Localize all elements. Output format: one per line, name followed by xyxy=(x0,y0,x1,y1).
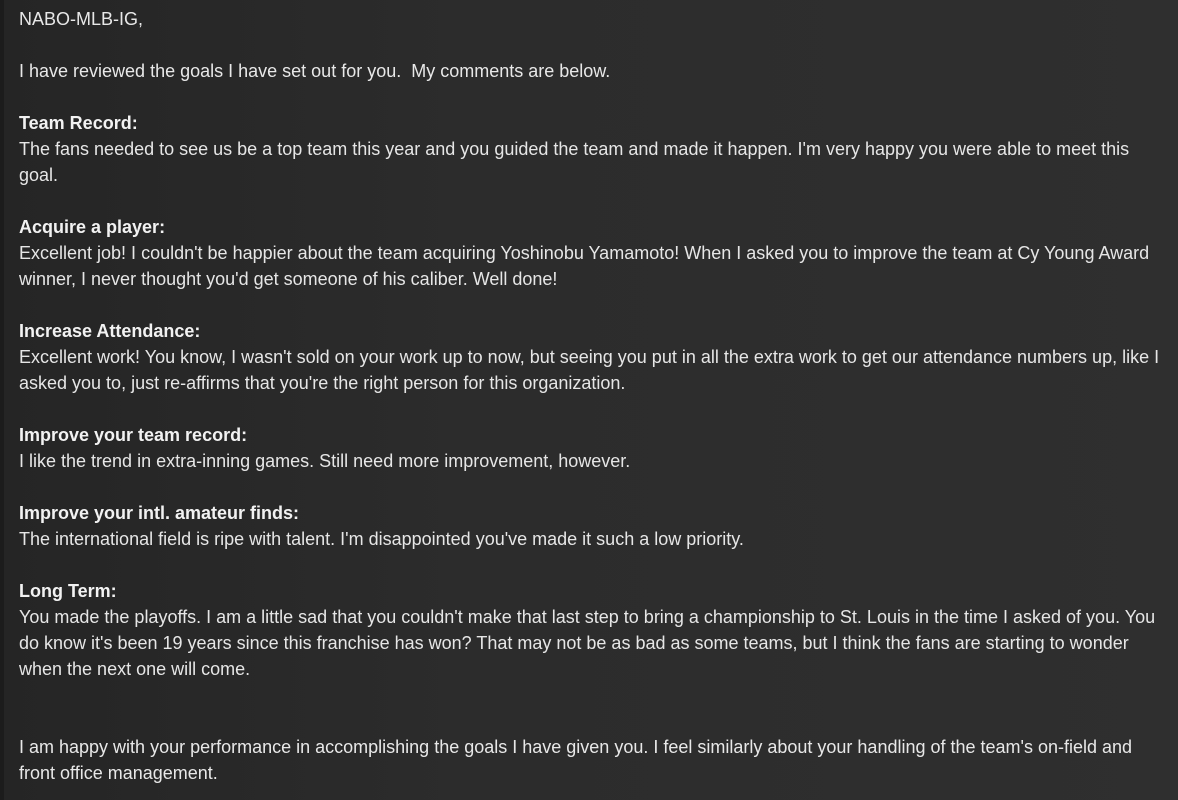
goal-comment: Excellent work! You know, I wasn't sold on your work up to now, but seeing you put in all the extra work to get our attendance numbers up, like I asked you to, just re-affirms that you're the right person for this organization. xyxy=(19,347,1165,393)
goal-acquire-player xyxy=(19,214,1162,292)
message-intro: I have reviewed the goals I have set out for you. My comments are below. xyxy=(19,61,611,81)
goal-improve-intl-amateur-finds xyxy=(19,500,1162,552)
goal-long-term xyxy=(19,578,1162,682)
goal-title: Team Record: xyxy=(19,113,138,133)
message-closing: I am happy with your performance in accomplishing the goals I have given you. I feel similarly about your handling of the team's on-field and front office management. xyxy=(19,737,1138,783)
goal-comment: You made the playoffs. I am a little sad that you couldn't make that last step to bring a championship to St. Louis in the time I asked of you. You do know it's been 19 years since this franchise has won? That may not be as bad as some teams, but I think the fans are starting to wonder when the next one will come. xyxy=(19,607,1161,679)
goal-team-record xyxy=(19,110,1162,188)
goal-title: Acquire a player: xyxy=(19,217,166,237)
goal-comment: I like the trend in extra-inning games. Still need more improvement, however. xyxy=(19,451,631,471)
goal-title: Long Term: xyxy=(19,581,117,601)
goal-comment: Excellent job! I couldn't be happier about the team acquiring Yoshinobu Yamamoto! When I asked you to improve the team at Cy Young Award winner, I never thought you'd get someone of his caliber. Well done! xyxy=(19,243,1155,289)
goal-comment: The fans needed to see us be a top team this year and you guided the team and made it happen. I'm very happy you were able to meet this goal. xyxy=(19,139,1135,185)
goal-title: Increase Attendance: xyxy=(19,321,201,341)
goal-improve-team-record xyxy=(19,422,1162,474)
goal-title: Improve your intl. amateur finds: xyxy=(19,503,300,523)
message-greeting: NABO-MLB-IG, xyxy=(19,9,144,29)
goal-comment: The international field is ripe with talent. I'm disappointed you've made it such a low priority. xyxy=(19,529,744,549)
goal-title: Improve your team record: xyxy=(19,425,248,445)
goal-increase-attendance xyxy=(19,318,1165,396)
